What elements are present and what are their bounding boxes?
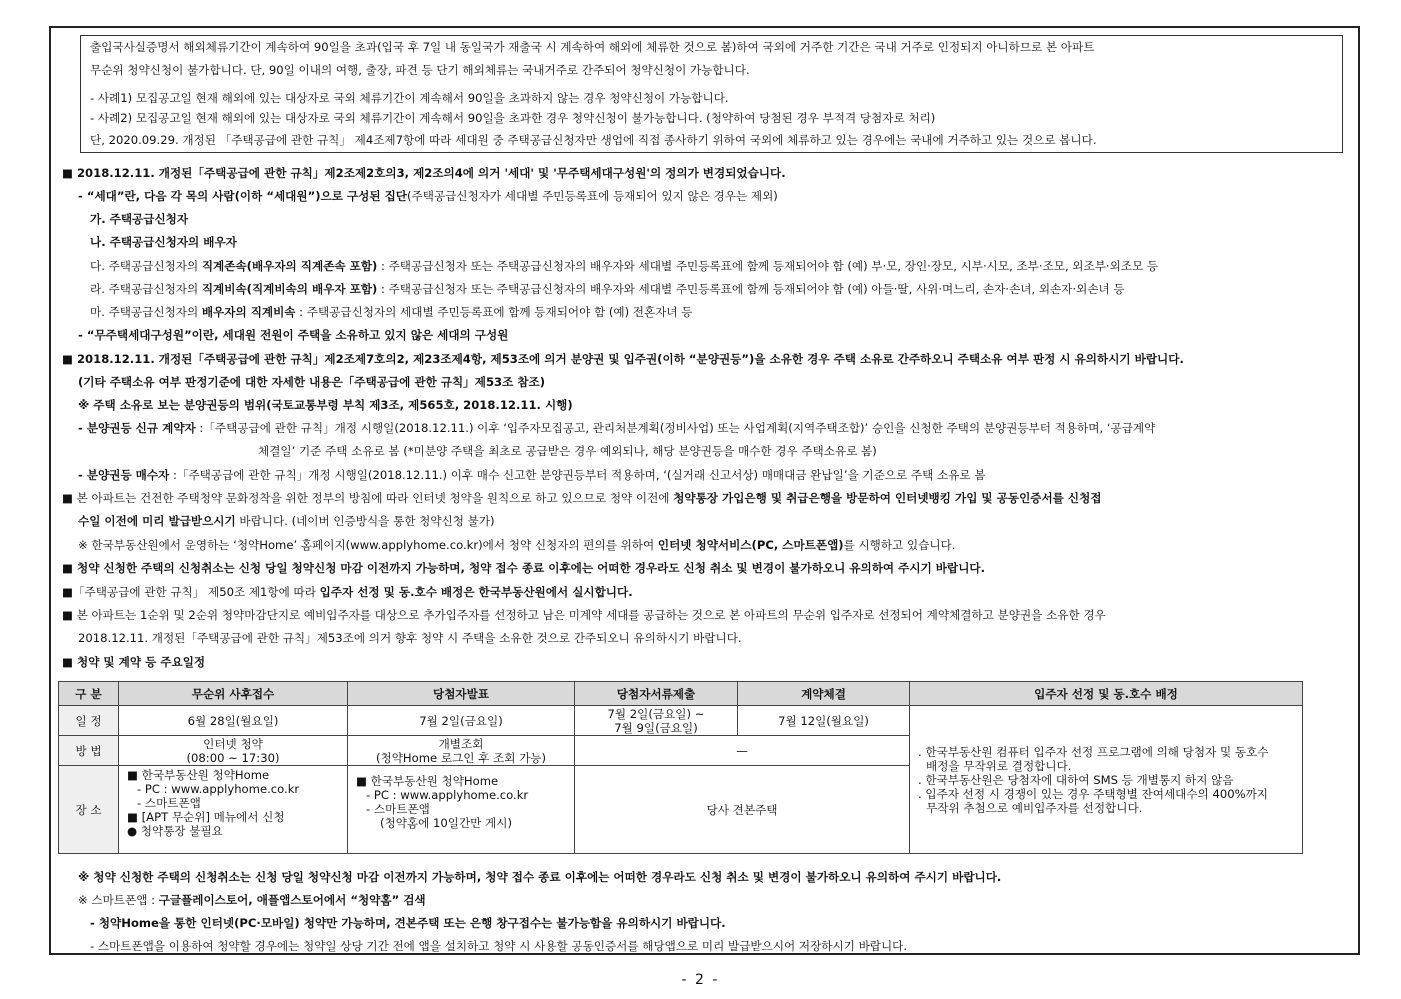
selection-note-3: . 한국부동산원은 당첨자에 대하여 SMS 등 개별통지 하지 않음 [918, 772, 1234, 787]
selection-note-5: 무작위 추첨으로 예비입주자를 선정합니다. [926, 800, 1143, 815]
household-definition-bold: - “세대”란, 다음 각 목의 사람(이하 “세대원”)으로 구성된 집단 [78, 189, 407, 203]
schedule-header-row [59, 682, 1303, 706]
selection-authority-notice [62, 585, 633, 600]
item-da-rest: : 주택공급신청자 또는 주택공급신청자의 배우자와 세대별 주민등록표에 함께 등재되어야 함 (예) 부·모, 장인·장모, 시부·시모, 조부·조모, 외조부·외조모 등 [377, 259, 1159, 273]
place-docs-contract: 당사 견본주택 [575, 766, 910, 854]
place-announce-1: ■ 한국부동산원 청약Home [356, 774, 499, 788]
notice-case-1: - 사례1) 모집공고일 현재 해외에 있는 대상자로 국외 체류기간이 계속해서 90일을 초과하지 않는 경우 청약신청이 가능합니다. [90, 91, 729, 105]
header-docs: 당첨자서류제출 [575, 682, 738, 706]
method-announce-2: (청약Home 로그인 후 조회 가능) [375, 750, 547, 765]
schedule-row-date [59, 706, 1303, 736]
unsold-units-notice-2: 2018.12.11. 개정된「주택공급에 관한 규칙」제53조에 의거 향후 청약 시 주택을 소유한 것으로 간주되오니 유의하시기 바랍니다. [78, 631, 742, 645]
date-apply: 6월 28일(월요일) [119, 706, 348, 736]
applyhome-service-note [78, 538, 955, 553]
row-label-method: 방 법 [59, 736, 119, 766]
household-item-da [90, 259, 1158, 274]
notice-case-2: - 사례2) 모집공고일 현재 해외에 있는 대상자로 국외 체류기간이 계속해서 90일을 초과한 경우 청약신청이 불가능합니다. (청약하여 당첨된 경우 부적격 당첨자로 처리) [90, 111, 936, 125]
presale-buyer [78, 468, 985, 483]
buyer-rest: :「주택공급에 관한 규칙」개정 시행일(2018.12.11.) 이후 매수 신고한 분양권등부터 적용하며, ‘(실거래 신고서상) 매매대금 완납일’을 기준으로 주택 소유로 봄 [169, 468, 986, 482]
header-category: 구 분 [59, 682, 119, 706]
item-ma-bold: 배우자의 직계비속 [201, 305, 296, 319]
place-apply-5: ● 청약통장 불필요 [127, 824, 223, 838]
method-announce [348, 736, 575, 766]
date-docs-end: 7월 9일(금요일) [614, 720, 698, 735]
internet-application-line-2 [78, 514, 495, 529]
no-house-member-definition: - “무주택세대구성원”이란, 세대원 전원이 주택을 소유하고 있지 않은 세대의 구성원 [78, 328, 509, 342]
date-docs [575, 706, 738, 736]
schedule-section-title: ■ 청약 및 계약 등 주요일정 [62, 655, 206, 669]
item-ma-pre: 마. 주택공급신청자의 [90, 305, 202, 319]
place-announce [348, 766, 575, 854]
internet-bold: 청약통장 가입은행 및 취급은행을 방문하여 인터넷뱅킹 가입 및 공동인증서를 신청접 [673, 491, 1102, 505]
place-announce-2: - PC : www.applyhome.co.kr [366, 788, 529, 802]
internet-bold-2: 수일 이전에 미리 발급받으시기 [78, 514, 236, 528]
header-announce: 당첨자발표 [348, 682, 575, 706]
footer-internet-only-note: - 청약Home을 통한 인터넷(PC·모바일) 청약만 가능하며, 견본주택 또는 은행 창구접수는 불가능함을 유의하시기 바랍니다. [90, 916, 726, 930]
place-apply-1: ■ 한국부동산원 청약Home [127, 768, 270, 782]
household-item-na: 나. 주택공급신청자의 배우자 [90, 235, 237, 249]
internet-application-line-1 [62, 491, 1102, 506]
place-apply [119, 766, 348, 854]
new-contractor-rest: :「주택공급에 관한 규칙」개정 시행일(2018.12.11.) 이후 ‘입주자모집공고, 관리처분계획(정비사업) 또는 사업계획(지역주택조합)’ 승인을 신청한 주택의 분양권등부터 적용하며, ‘공급계약 [195, 421, 1156, 435]
selection-note-2: 배정을 무작위로 결정합니다. [926, 758, 1072, 773]
method-apply [119, 736, 348, 766]
place-apply-3: - 스마트폰앱 [137, 796, 201, 810]
household-definition-rest: (주택공급신청자가 세대별 주민등록표에 등재되어 있지 않은 경우는 제외) [406, 189, 778, 203]
selection-bold: 입주자 선정 및 동.호수 배정은 한국부동산원에서 실시합니다. [319, 585, 633, 599]
section-presale-right-subtitle: (기타 주택소유 여부 판정기준에 대한 자세한 내용은「주택공급에 관한 규칙」제53조 참조) [78, 375, 546, 389]
row-label-place: 장 소 [59, 766, 119, 854]
notice-line-2: 무순위 청약신청이 불가합니다. 단, 90일 이내의 여행, 출장, 파견 등 단기 해외체류는 국내거주로 간주되어 청약신청이 가능합니다. [90, 63, 750, 77]
method-announce-1: 개별조회 [438, 736, 484, 751]
header-selection: 입주자 선정 및 동.호수 배정 [910, 682, 1303, 706]
item-ra-bold: 직계비속(직계비속의 배우자 포함) [201, 282, 378, 296]
header-apply: 무순위 사후접수 [119, 682, 348, 706]
date-contract: 7월 12일(월요일) [738, 706, 910, 736]
presale-scope-note: ※ 주택 소유로 보는 분양권등의 범위(국토교통부령 부칙 제3조, 제565호, 2018.12.11. 시행) [78, 398, 573, 412]
row-label-date: 일 정 [59, 706, 119, 736]
app-search-bold: 구글플레이스토어, 애플앱스토어에서 “청약홈” 검색 [158, 893, 426, 907]
method-docs-contract: — [575, 736, 910, 766]
internet-rest-2: 바랍니다. (네이버 인증방식을 통한 청약신청 불가) [235, 514, 495, 528]
item-da-pre: 다. 주택공급신청자의 [90, 259, 202, 273]
household-item-ma [90, 305, 693, 320]
section-presale-right-title: ■ 2018.12.11. 개정된「주택공급에 관한 규칙」제2조제7호의2, 제23조제4항, 제53조에 의거 분양권 및 입주권(이하 “분양권등”)을 소유한 경우 주택 소유로 간주하오니 주택소유 여부 판정 시 유의하시기 바랍니다. [62, 352, 1184, 366]
selection-notes [910, 706, 1303, 854]
item-ma-rest: : 주택공급신청자의 세대별 주민등록표에 함께 등재되어야 함 (예) 전혼자녀 등 [295, 305, 693, 319]
service-note-pre: ※ 한국부동산원에서 운영하는 ‘청약Home’ 홈페이지(www.applyhome.co.kr)에서 청약 신청자의 편의를 위하여 [78, 538, 658, 552]
cancellation-notice: ■ 청약 신청한 주택의 신청취소는 신청 당일 청약신청 마감 이전까지 가능하며, 청약 접수 종료 이후에는 어떠한 경우라도 신청 취소 및 변경이 불가하오니 유의하여 주시기 바랍니다. [62, 561, 986, 575]
presale-new-contractor-cont: 체결일’ 기준 주택 소유로 봄 (*미분양 주택을 최초로 공급받은 경우 예외되나, 해당 분양권등을 매수한 경우 주택소유로 봄) [258, 444, 877, 458]
service-note-rest: 를 시행하고 있습니다. [843, 538, 956, 552]
schedule-table [58, 681, 1303, 854]
footer-app-search-note [78, 893, 426, 908]
selection-pre: ■「주택공급에 관한 규칙」 제50조 제1항에 따라 [62, 585, 320, 599]
header-contract: 계약체결 [738, 682, 910, 706]
household-item-ra [90, 282, 1125, 297]
method-apply-1: 인터넷 청약 [203, 736, 263, 751]
place-apply-4: ■ [APT 무순위] 메뉴에서 신청 [127, 810, 285, 824]
item-ra-pre: 라. 주택공급신청자의 [90, 282, 202, 296]
place-apply-2: - PC : www.applyhome.co.kr [137, 782, 300, 796]
page-number: - 2 - [681, 972, 720, 988]
section-household-definition-title: ■ 2018.12.11. 개정된「주택공급에 관한 규칙」제2조제2호의3, 제2조의4에 의거 '세대' 및 '무주택세대구성원'의 정의가 변경되었습니다. [62, 166, 786, 180]
app-search-pre: ※ 스마트폰앱 : [78, 893, 159, 907]
new-contractor-bold: - 분양권등 신규 계약자 [78, 421, 196, 435]
household-item-ga: 가. 주택공급신청자 [90, 212, 189, 226]
item-ra-rest: : 주택공급신청자 또는 주택공급신청자의 배우자와 세대별 주민등록표에 함께 등재되어야 함 (예) 아들·딸, 사위·며느리, 손자·손녀, 외손자·외손녀 등 [377, 282, 1125, 296]
selection-note-4: . 입주자 선정 시 경쟁이 있는 경우 주택형별 잔여세대수의 400%까지 [918, 786, 1268, 801]
item-da-bold: 직계존속(배우자의 직계존속 포함) [201, 259, 378, 273]
unsold-units-notice-1: ■ 본 아파트는 1순위 및 2순위 청약마감단지로 예비입주자를 대상으로 추가입주자를 선정하고 남은 미계약 세대를 공급하는 것으로 본 아파트의 무순위 입주자로 선정되어 계약체결하고 분양권을 소유한 경우 [62, 608, 1106, 622]
presale-new-contractor [78, 421, 1155, 436]
notice-exception: 단, 2020.09.29. 개정된 「주택공급에 관한 규칙」 제4조제7항에 따라 세대원 중 주택공급신청자만 생업에 직접 종사하기 위하여 국외에 체류하고 있는 경우에는 국내에 거주하고 있는 것으로 봅니다. [90, 133, 1097, 147]
date-announce: 7월 2일(금요일) [348, 706, 575, 736]
method-apply-2: (08:00 ~ 17:30) [186, 750, 280, 765]
internet-pre: ■ 본 아파트는 건전한 주택청약 문화정착을 위한 정부의 방침에 따라 인터넷 청약을 원칙으로 하고 있으므로 청약 이전에 [62, 491, 674, 505]
household-definition [78, 189, 778, 204]
notice-line-1: 출입국사실증명서 해외체류기간이 계속하여 90일을 초과(입국 후 7일 내 동일국가 재출국 시 계속하여 해외에 체류한 것으로 봄)하여 국외에 거주한 기간은 국내 거주로 인정되지 아니하므로 본 아파트 [90, 40, 1095, 54]
buyer-bold: - 분양권등 매수자 [78, 468, 170, 482]
footer-app-cert-note: - 스마트폰앱을 이용하여 청약할 경우에는 청약일 상당 기간 전에 앱을 설치하고 청약 시 사용할 공동인증서를 해당앱으로 미리 발급받으시어 저장하시기 바랍니다. [90, 939, 908, 953]
date-docs-start: 7월 2일(금요일) ~ [607, 706, 705, 721]
footer-cancellation-note: ※ 청약 신청한 주택의 신청취소는 신청 당일 청약신청 마감 이전까지 가능하며, 청약 접수 종료 이후에는 어떠한 경우라도 신청 취소 및 변경이 불가하오니 유의하여 주시기 바랍니다. [78, 870, 1002, 884]
service-note-bold: 인터넷 청약서비스(PC, 스마트폰앱) [657, 538, 844, 552]
selection-note-1: . 한국부동산원 컴퓨터 입주자 선정 프로그램에 의해 당첨자 및 동호수 [918, 744, 1269, 759]
place-announce-3: - 스마트폰앱 [366, 802, 430, 816]
place-announce-4: (청약홈에 10일간만 게시) [380, 816, 512, 830]
